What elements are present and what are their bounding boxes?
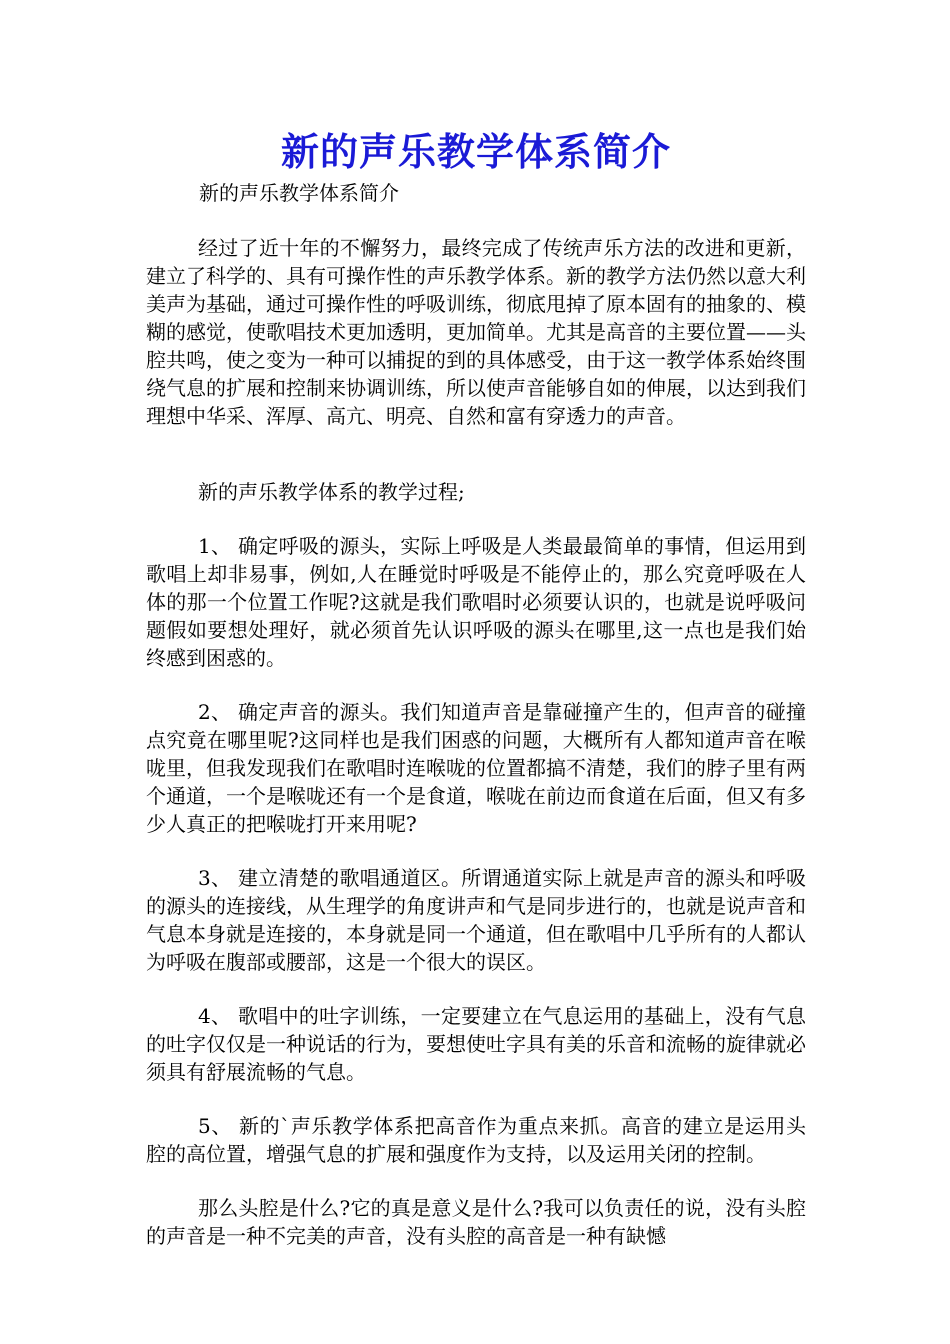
spacer [146, 1168, 806, 1194]
spacer [146, 976, 806, 1002]
closing-paragraph: 那么头腔是什么?它的真是意义是什么?我可以负责任的说，没有头腔的声音是一种不完美的声音，没有头腔的高音是一种有缺憾 [146, 1196, 806, 1248]
document-page [146, 126, 806, 1250]
document-title: 新的声乐教学体系简介 [280, 129, 671, 174]
spacer [146, 1086, 806, 1112]
process-heading: 新的声乐教学体系的教学过程; [198, 480, 465, 504]
spacer [146, 672, 806, 698]
point-5-paragraph: 5、 新的`声乐教学体系把高音作为重点来抓。高音的建立是运用头腔的高位置，增强气息的扩展和强度作为支持，以及运用关闭的控制。 [146, 1114, 806, 1166]
point-3-paragraph: 3、 建立清楚的歌唱通道区。所谓通道实际上就是声音的源头和呼吸的源头的连接线，从生理学的角度讲声和气是同步进行的，也就是说声音和气息本身就是连接的，本身就是同一个通道，但在歌唱中几乎所有的人都认为呼吸在腹部或腰部，这是一个很大的误区。 [146, 866, 806, 974]
spacer [146, 506, 806, 532]
spacer [146, 208, 806, 234]
spacer [146, 430, 806, 478]
point-4-paragraph: 4、 歌唱中的吐字训练，一定要建立在气息运用的基础上，没有气息的吐字仅仅是一种说话的行为，要想使吐字具有美的乐音和流畅的旋律就必须具有舒展流畅的气息。 [146, 1004, 806, 1084]
spacer [146, 838, 806, 864]
point-1-paragraph: 1、 确定呼吸的源头，实际上呼吸是人类最最简单的事情，但运用到歌唱上却非易事，例如,人在睡觉时呼吸是不能停止的，那么究竟呼吸在人体的那一个位置工作呢?这就是我们歌唱时必须要认识的，也就是说呼吸问题假如要想处理好，就必须首先认识呼吸的源头在哪里,这一点也是我们始终感到困惑的。 [146, 534, 806, 670]
document-subtitle: 新的声乐教学体系简介 [199, 181, 399, 205]
point-2-paragraph: 2、 确定声音的源头。我们知道声音是靠碰撞产生的，但声音的碰撞点究竟在哪里呢?这同样也是我们困惑的问题，大概所有人都知道声音在喉咙里，但我发现我们在歌唱时连喉咙的位置都搞不清楚，我们的脖子里有两个通道，一个是喉咙还有一个是食道，喉咙在前边而食道在后面，但又有多少人真正的把喉咙打开来用呢? [146, 700, 806, 836]
intro-paragraph: 经过了近十年的不懈努力，最终完成了传统声乐方法的改进和更新，建立了科学的、具有可操作性的声乐教学体系。新的教学方法仍然以意大利美声为基础，通过可操作性的呼吸训练，彻底甩掉了原本固有的抽象的、模糊的感觉，使歌唱技术更加透明，更加简单。尤其是高音的主要位置——头腔共鸣，使之变为一种可以捕捉的到的具体感受，由于这一教学体系始终围绕气息的扩展和控制来协调训练，所以使声音能够自如的伸展，以达到我们理想中华采、浑厚、高亢、明亮、自然和富有穿透力的声音。 [146, 236, 806, 428]
